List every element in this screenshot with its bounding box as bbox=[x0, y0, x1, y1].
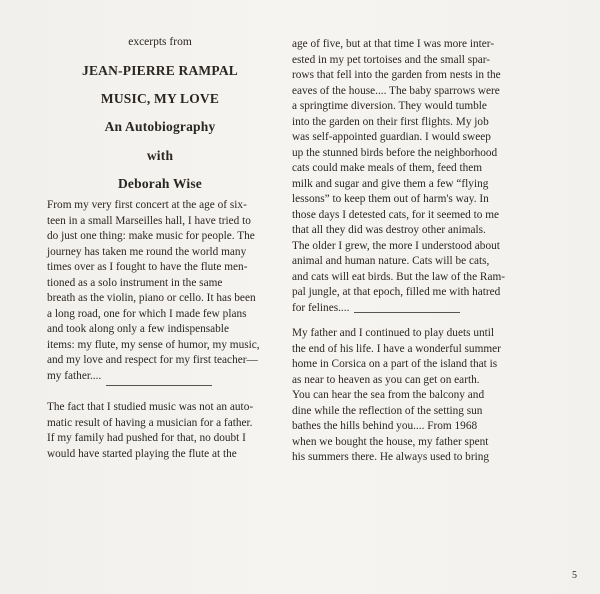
text-line: matic result of having a musician for a father. bbox=[47, 416, 253, 429]
text-line: for felines.... bbox=[292, 301, 350, 314]
text-line: From my very first concert at the age of six- bbox=[47, 199, 247, 211]
text-line: would have started playing the flute at the bbox=[47, 447, 237, 460]
text-line: animal and human nature. Cats will be cats, bbox=[292, 255, 490, 267]
text-line: times over as I fought to have the flute men- bbox=[47, 261, 248, 273]
text-line: bathes the hills behind you.... From 1968 bbox=[292, 420, 478, 432]
text-line: the end of his life. I have a wonderful summer bbox=[292, 342, 501, 355]
text-line: his summers there. He always used to bring bbox=[292, 451, 490, 463]
page-number: 5 bbox=[572, 570, 577, 581]
text-line: breath as the violin, piano or cello. It has been bbox=[47, 292, 256, 304]
text-line: tioned as a solo instrument in the same bbox=[47, 276, 223, 289]
text-line: eaves of the house.... The baby sparrows were bbox=[292, 84, 500, 97]
text-line: pal jungle, at that epoch, filled me with hatred bbox=[292, 286, 501, 298]
book-title: MUSIC, MY LOVE bbox=[100, 91, 220, 106]
text-line: rows that fell into the garden from nests in the bbox=[292, 69, 501, 81]
text-line: You can hear the sea from the balcony and bbox=[292, 389, 485, 401]
text-line: cats could make meals of them, feed them bbox=[292, 162, 483, 174]
left-paragraph-1 bbox=[47, 198, 260, 384]
text-line: If my family had pushed for that, no doubt I bbox=[47, 432, 246, 444]
text-line: a springtime diversion. They would tumble bbox=[292, 100, 487, 112]
text-line: those days I detested cats, for it seemed to me bbox=[292, 208, 500, 221]
text-line: and my love and respect for my first teacher— bbox=[47, 354, 258, 366]
text-line: as near to heaven as you can get on earth. bbox=[292, 373, 480, 386]
text-line: items: my flute, my sense of humor, my music, bbox=[47, 338, 260, 351]
text-line: milk and sugar and give them a few “flying bbox=[292, 177, 489, 190]
section-divider bbox=[106, 385, 212, 386]
coauthor-name: Deborah Wise bbox=[117, 176, 203, 191]
text-line: do just one thing: make music for people. The bbox=[47, 230, 255, 242]
text-line: up the stunned birds before the neighborhood bbox=[292, 146, 498, 159]
text-line: my father.... bbox=[47, 369, 102, 382]
text-line: My father and I continued to play duets until bbox=[292, 327, 495, 339]
with-label: with bbox=[146, 148, 174, 163]
text-line: dine while the reflection of the setting sun bbox=[292, 404, 483, 417]
text-line: that all they did was destroy other animals. bbox=[292, 224, 486, 236]
text-line: ested in my pet tortoises and the small spar- bbox=[292, 53, 491, 66]
text-line: age of five, but at that time I was more inter- bbox=[292, 38, 495, 50]
text-line: The older I grew, the more I understood about bbox=[292, 239, 500, 252]
text-line: journey has taken me round the world many bbox=[47, 245, 247, 258]
excerpts-label: excerpts from bbox=[128, 36, 192, 48]
title-block bbox=[47, 34, 273, 192]
text-line: and took along only a few indispensable bbox=[47, 323, 229, 335]
text-line: lessons” to keep them out of harm's way. In bbox=[292, 193, 489, 205]
text-line: teen in a small Marseilles hall, I have tried to bbox=[47, 214, 251, 227]
right-paragraph-1 bbox=[292, 37, 505, 316]
text-line: into the garden on their first flights. My job bbox=[292, 115, 489, 128]
text-line: and cats will eat birds. But the law of the Ram- bbox=[292, 270, 506, 283]
left-paragraph-2 bbox=[47, 400, 253, 462]
text-line: when we bought the house, my father spent bbox=[292, 435, 489, 448]
text-line: a long road, one for which I made few plans bbox=[47, 307, 247, 320]
section-divider bbox=[354, 312, 460, 313]
text-line: was self-appointed guardian. I would sweep bbox=[292, 131, 491, 143]
author-name: JEAN-PIERRE RAMPAL bbox=[82, 63, 238, 78]
book-subtitle: An Autobiography bbox=[104, 119, 216, 134]
text-line: home in Corsica on a part of the island that is bbox=[292, 358, 498, 370]
right-paragraph-2 bbox=[292, 326, 501, 466]
text-line: The fact that I studied music was not an auto- bbox=[47, 401, 254, 413]
